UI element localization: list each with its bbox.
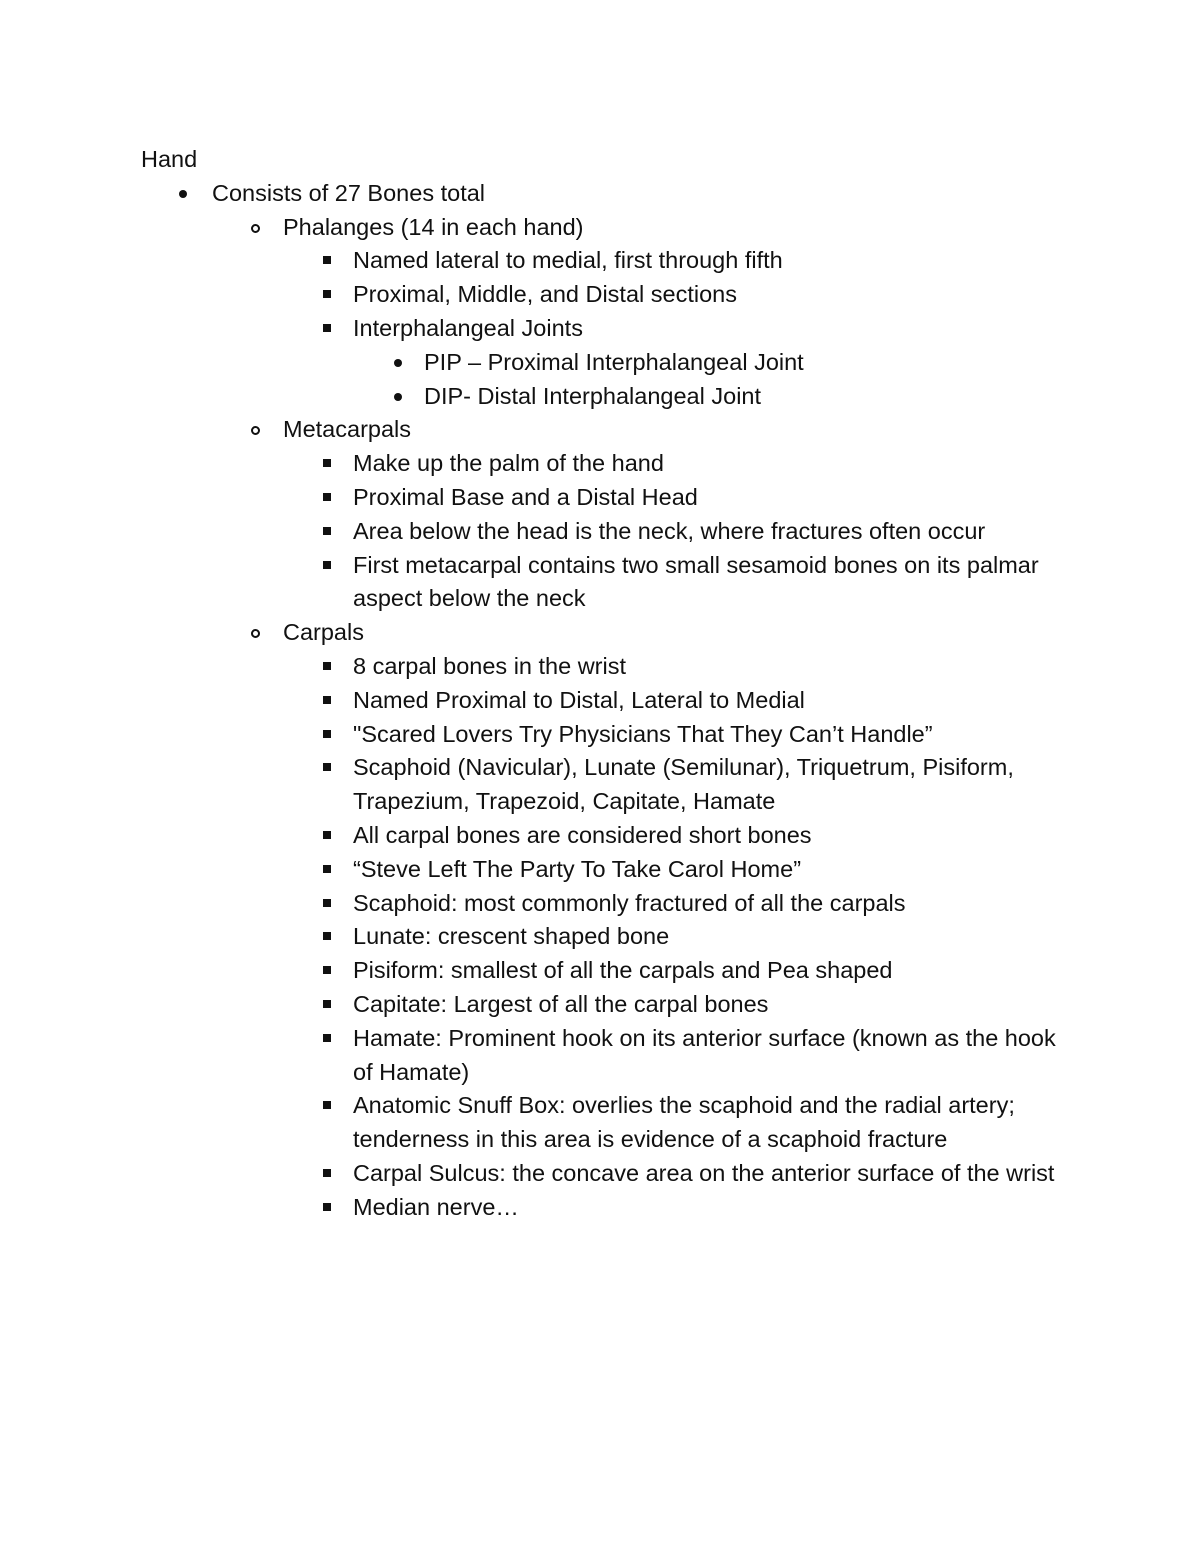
circle-bullet-icon <box>251 426 260 435</box>
list-item <box>141 616 1071 650</box>
circle-bullet-icon <box>251 224 260 233</box>
list-item-text: Proximal Base and a Distal Head <box>353 483 698 510</box>
square-bullet-icon <box>323 865 331 873</box>
list-item-text: DIP- Distal Interphalangeal Joint <box>424 382 762 409</box>
list-item-text: "Scared Lovers Try Physicians That They Can’t Handle” <box>353 720 933 747</box>
list-item <box>141 1157 1071 1191</box>
list-item-text: Make up the palm of the hand <box>353 450 664 477</box>
list-item <box>141 1089 1071 1157</box>
square-bullet-icon <box>323 1034 331 1042</box>
square-bullet-icon <box>323 1169 331 1177</box>
list-item <box>141 954 1071 988</box>
list-item-text: Lunate: crescent shaped bone <box>353 923 670 950</box>
list-item-text: Pisiform: smallest of all the carpals and Pea shaped <box>353 957 893 984</box>
square-bullet-icon <box>323 527 331 535</box>
dot-bullet-icon <box>179 190 187 198</box>
list-item-text: Carpal Sulcus: the concave area on the anterior surface of the wrist <box>353 1159 1055 1186</box>
list-item-text: Consists of 27 Bones total <box>212 179 486 206</box>
list-item <box>141 887 1071 921</box>
list-item <box>141 1191 1071 1225</box>
list-item <box>141 988 1071 1022</box>
list-item <box>141 177 1071 211</box>
square-bullet-icon <box>323 1203 331 1211</box>
list-item <box>141 244 1071 278</box>
square-bullet-icon <box>323 966 331 974</box>
list-item-text: Hamate: Prominent hook on its anterior surface (known as the hook of Hamate) <box>353 1024 1056 1085</box>
list-item-text: Capitate: Largest of all the carpal bones <box>353 990 769 1017</box>
square-bullet-icon <box>323 324 331 332</box>
square-bullet-icon <box>323 763 331 771</box>
list-item-text: Anatomic Snuff Box: overlies the scaphoid and the radial artery; tenderness in this area is evidence of a scaphoid fracture <box>353 1092 1015 1153</box>
list-item <box>141 684 1071 718</box>
list-item <box>141 853 1071 887</box>
list-item-text: Phalanges (14 in each hand) <box>283 213 584 240</box>
list-item-text: “Steve Left The Party To Take Carol Home” <box>353 855 802 882</box>
square-bullet-icon <box>323 493 331 501</box>
dot-bullet-icon <box>394 393 402 401</box>
list-item-text: Carpals <box>283 619 364 646</box>
list-item <box>141 278 1071 312</box>
square-bullet-icon <box>323 662 331 670</box>
square-bullet-icon <box>323 730 331 738</box>
list-item <box>141 346 1071 380</box>
list-item-text: Median nerve… <box>353 1193 519 1220</box>
list-item <box>141 751 1071 819</box>
list-item-text: Metacarpals <box>283 416 411 443</box>
list-item <box>141 920 1071 954</box>
list-item <box>141 413 1071 447</box>
list-item <box>141 650 1071 684</box>
square-bullet-icon <box>323 561 331 569</box>
square-bullet-icon <box>323 831 331 839</box>
list-item-text: All carpal bones are considered short bones <box>353 821 812 848</box>
square-bullet-icon <box>323 1101 331 1109</box>
square-bullet-icon <box>323 932 331 940</box>
circle-bullet-icon <box>251 629 260 638</box>
document-body <box>141 143 1071 1225</box>
list-item-text: PIP – Proximal Interphalangeal Joint <box>424 348 804 375</box>
list-item <box>141 380 1071 414</box>
list-item-text: Interphalangeal Joints <box>353 314 583 341</box>
list-item <box>141 481 1071 515</box>
list-item <box>141 549 1071 617</box>
list-item <box>141 447 1071 481</box>
dot-bullet-icon <box>394 359 402 367</box>
list-item <box>141 718 1071 752</box>
list-item <box>141 819 1071 853</box>
square-bullet-icon <box>323 696 331 704</box>
bullet-outline <box>141 177 1071 1225</box>
document-title: Hand <box>141 146 198 172</box>
square-bullet-icon <box>323 290 331 298</box>
list-item-text: 8 carpal bones in the wrist <box>353 652 627 679</box>
list-item <box>141 515 1071 549</box>
square-bullet-icon <box>323 1000 331 1008</box>
list-item-text: Area below the head is the neck, where fractures often occur <box>353 517 986 544</box>
square-bullet-icon <box>323 899 331 907</box>
square-bullet-icon <box>323 459 331 467</box>
square-bullet-icon <box>323 256 331 264</box>
list-item-text: Scaphoid (Navicular), Lunate (Semilunar), Triquetrum, Pisiform, Trapezium, Trapezoid, Capitate, Hamate <box>353 754 1014 815</box>
list-item-text: Named lateral to medial, first through fifth <box>353 247 783 274</box>
list-item-text: Proximal, Middle, and Distal sections <box>353 281 737 308</box>
list-item <box>141 1022 1071 1090</box>
list-item <box>141 312 1071 346</box>
list-item-text: Named Proximal to Distal, Lateral to Medial <box>353 686 805 713</box>
list-item <box>141 211 1071 245</box>
list-item-text: Scaphoid: most commonly fractured of all the carpals <box>353 889 906 916</box>
list-item-text: First metacarpal contains two small sesamoid bones on its palmar aspect below the neck <box>353 551 1039 612</box>
